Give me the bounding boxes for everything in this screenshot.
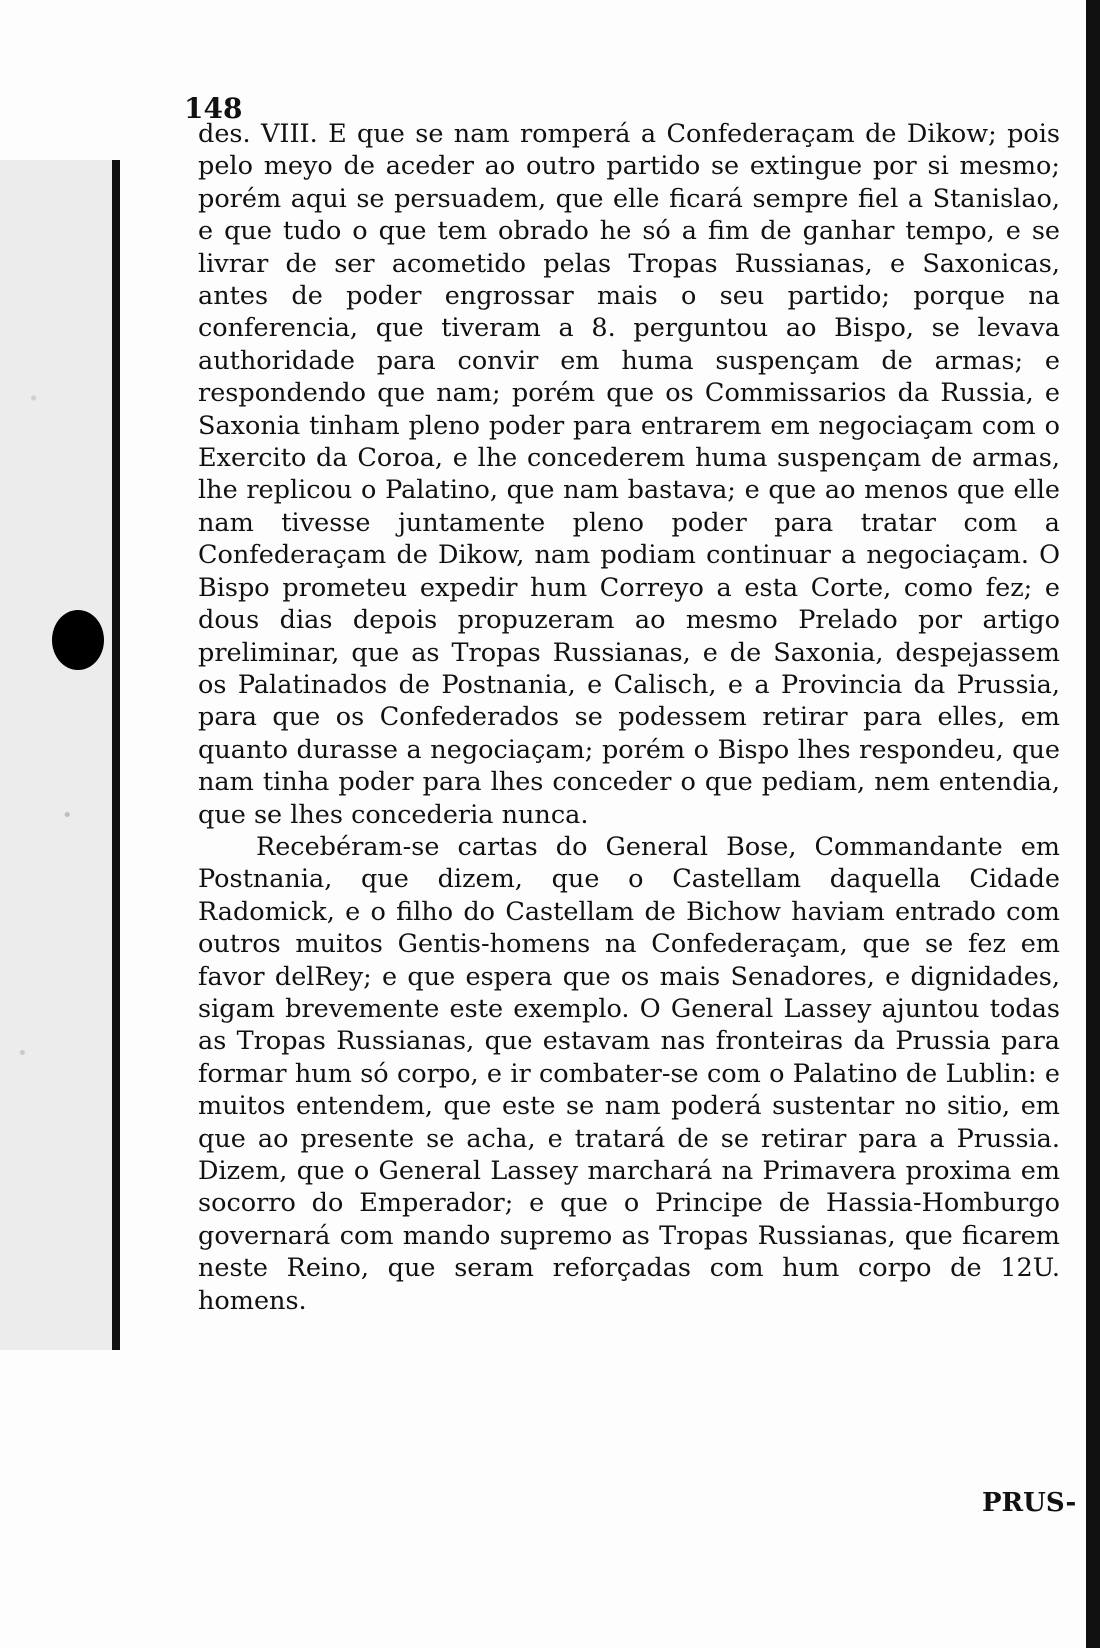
paragraph-1: des. VIII. E que se nam romperá a Confederaçam de Dikow; pois pelo meyo de aceder ao outro partido se extingue por si mesmo; porém aqui se persuadem, que elle ficará sempre fiel a Stanislao, e que tudo o que tem obrado he só a fim de ganhar tempo, e se livrar de ser acometido pelas Tropas Russianas, e Saxonicas, antes de poder engrossar mais o seu partido; porque na conferencia, que tiveram a 8. perguntou ao Bispo, se levava authoridade para convir em huma suspençam de armas; e respondendo que nam; porém que os Commissarios da Russia, e Saxonia tinham pleno poder para entrarem em negociaçam com o Exercito da Coroa, e lhe concederem huma suspençam de armas, lhe replicou o Palatino, que nam bastava; e que ao menos que elle nam tivesse juntamente pleno poder para tratar com a Confederaçam de Dikow, nam podiam continuar a negociaçam. O Bispo prometeu expedir hum Correyo a esta Corte, como fez; e dous dias depois propuzeram ao mesmo Prelado por artigo preliminar, que as Tropas Russianas, e de Saxonia, despejassem os Palatinados de Postnania, e Calisch, e a Provincia da Prussia, para que os Confederados se podessem retirar para elles, em quanto durasse a negociaçam; porém o Bispo lhes respondeu, que nam tinha poder para lhes conceder o que pediam, nem entendia, que se lhes concederia nunca. (198, 119, 1060, 830)
facing-page-edge (0, 160, 120, 1350)
page-number: 148 (184, 92, 243, 125)
ink-blot (52, 610, 104, 670)
page-edge-shadow (1086, 0, 1100, 1648)
body-text (198, 118, 1060, 1317)
paragraph-2: Recebéram-se cartas do General Bose, Commandante em Postnania, que dizem, que o Castellam daquella Cidade Radomick, e o filho do Castellam de Bichow haviam entrado com outros muitos Gentis-homens na Confederaçam, que se fez em favor delRey; e que espera que os mais Senadores, e dignidades, sigam brevemente este exemplo. O General Lassey ajuntou todas as Tropas Russianas, que estavam nas fronteiras da Prussia para formar hum só corpo, e ir combater-se com o Palatino de Lublin: e muitos entendem, que este se nam poderá sustentar no sitio, em que ao presente se acha, e tratará de se retirar para a Prussia. Dizem, que o General Lassey marchará na Primavera proxima em socorro do Emperador; e que o Principe de Hassia-Homburgo governará com mando supremo as Tropas Russianas, que ficarem neste Reino, que seram reforçadas com hum corpo de 12U. homens. (198, 831, 1060, 1316)
catchword: PRUS- (982, 1488, 1077, 1518)
